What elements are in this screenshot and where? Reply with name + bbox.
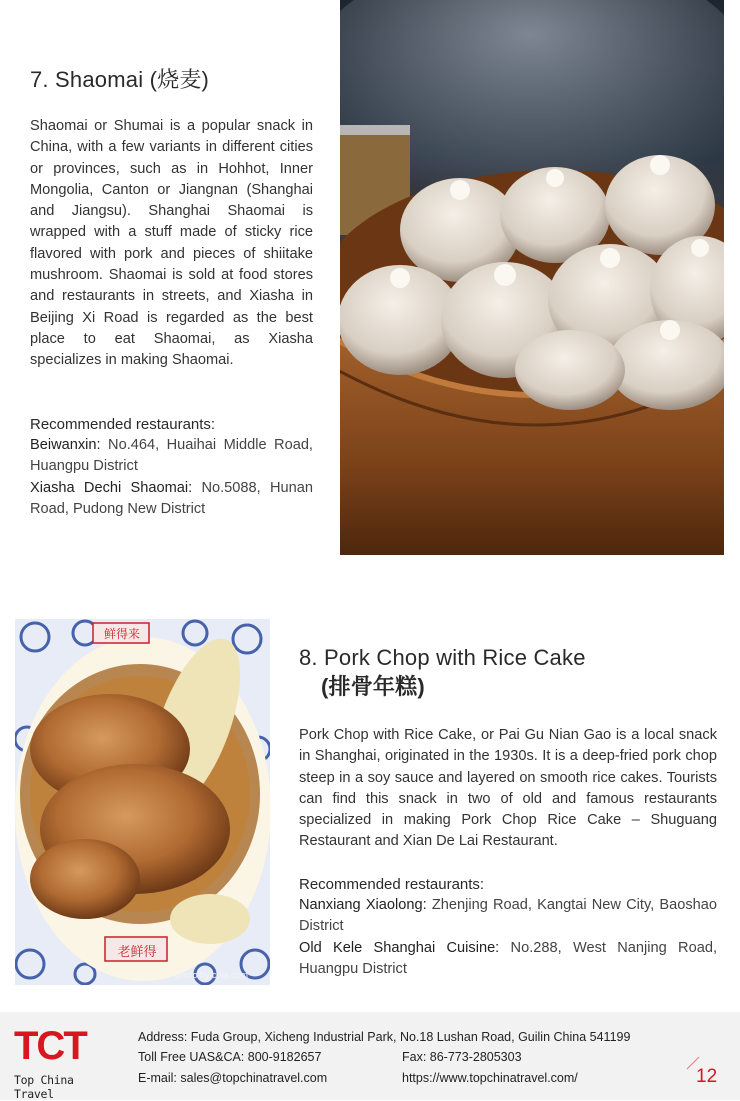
section7-body: Shaomai or Shumai is a popular snack in China, with a few variants in different cities or provinces, such as in Hohhot, Inner Mongolia, Canton or Jiangnan (Shanghai and Jiangsu). Shanghai Shaomai is wrapped with a stuff made of sticky rice flavored with pork and pieces of shiitake mushroom. Shaomai is sold at food stores and restaurants in streets, and Xiasha in Beijing Xi Road is regarded as the best place to eat Shaomai, as Xiasha specializes in making Shaomai.	[30, 118, 313, 369]
section8-body: Pork Chop with Rice Cake, or Pai Gu Nian Gao is a local snack in Shanghai, originated in the 1930s. It is a deep-fried pork chop steep in a soy sauce and layered on smooth rice cakes. Tourists can find this snack in two of old and famous restaurants specialized in making Pork Chop Rice Cake – Shuguang Restaurant and Xian De Lai Restaurant.	[299, 727, 717, 850]
section8-title	[299, 643, 586, 701]
section8-restaurant-2	[299, 938, 717, 981]
section7-restaurant-2	[30, 478, 313, 521]
section7-title: 7. Shaomai (烧麦)	[30, 67, 210, 92]
footer-address: Address: Fuda Group, Xicheng Industrial Park, No.18 Lushan Road, Guilin China 541199	[138, 1030, 631, 1044]
footer	[0, 1012, 740, 1100]
plate-seal-top: 鲜得来	[103, 627, 140, 641]
page-number: 12	[696, 1066, 718, 1087]
logo-letters: TCT	[14, 1024, 86, 1068]
restaurant-address: No.5088, Hunan Road, Pudong New District	[30, 480, 313, 518]
logo-subtitle: Top China Travel	[14, 1073, 74, 1101]
section8-title-line1: 8. Pork Chop with Rice Cake	[299, 645, 586, 670]
footer-website-link[interactable]: https://www.topchinatravel.com/	[402, 1071, 578, 1085]
pork-chop-illustration	[15, 619, 270, 985]
pork-chop-photo	[15, 619, 270, 985]
section8-title-line2: (排骨年糕)	[321, 674, 425, 699]
section8-restaurant-1	[299, 895, 717, 938]
section7-recommended-title: Recommended restaurants:	[30, 416, 216, 433]
shaomai-illustration	[340, 0, 724, 555]
restaurant-address: No.464, Huaihai Middle Road, Huangpu District	[30, 437, 313, 475]
photo-credit: photo by chla.com	[175, 970, 249, 980]
restaurant-address: Zhenjing Road, Kangtai New City, Baoshao District	[299, 897, 717, 935]
plate-seal-bottom: 老鲜得	[117, 944, 157, 959]
restaurant-name: Xiasha Dechi Shaomai:	[30, 480, 193, 496]
section7-restaurant-1	[30, 435, 313, 478]
restaurant-name: Old Kele Shanghai Cuisine:	[299, 940, 500, 956]
footer-fax: Fax: 86-773-2805303	[402, 1050, 522, 1064]
restaurant-name: Nanxiang Xiaolong:	[299, 897, 427, 913]
footer-tollfree: Toll Free UAS&CA: 800-9182657	[138, 1050, 322, 1064]
section8-recommended-title: Recommended restaurants:	[299, 876, 485, 893]
restaurant-name: Beiwanxin:	[30, 437, 101, 453]
restaurant-address: No.288, West Nanjing Road, Huangpu District	[299, 940, 718, 978]
shaomai-photo	[340, 0, 724, 555]
footer-email-link[interactable]: E-mail: sales@topchinatravel.com	[138, 1071, 328, 1085]
company-logo	[12, 1024, 104, 1101]
